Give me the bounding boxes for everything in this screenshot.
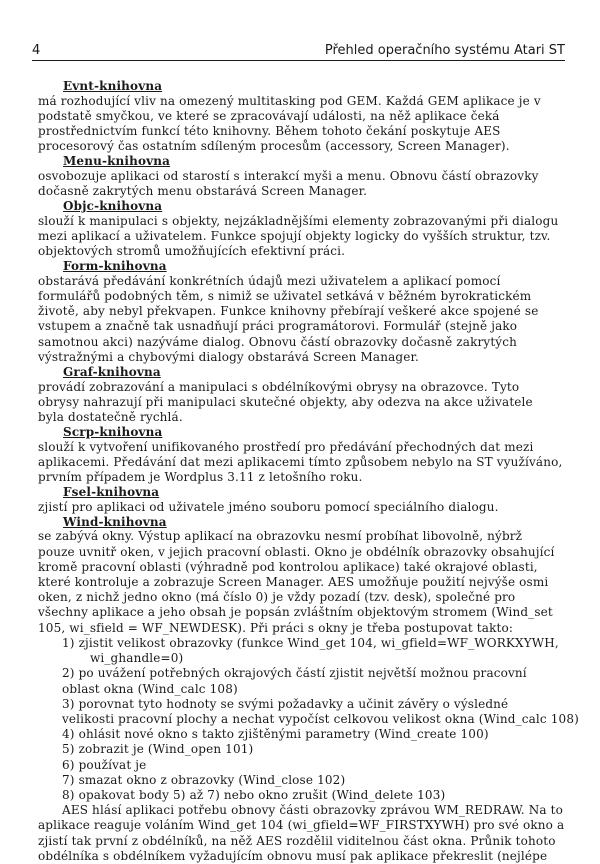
section-objc-knihovna <box>38 199 565 259</box>
text-line: aplikace reaguje voláním Wind_get 104 (wi_gfield=WF_FIRSTXYWH) pro své okno a <box>38 818 565 833</box>
section-wind-knihovna <box>38 514 579 864</box>
text-line: slouží k manipulaci s objekty, nejzákladnějšími elementy zobrazovanými při dialogu <box>38 213 559 228</box>
text-line: obstarává předávání konkrétních údajů mezi uživatelem a aplikací pomocí <box>38 273 501 288</box>
text-line: oblast okna (Wind_calc 108) <box>62 681 238 696</box>
section-graf-knihovna <box>38 365 565 425</box>
text-line: má rozhodující vliv na omezený multitasking pod GEM. Každá GEM aplikace je v <box>38 93 541 108</box>
section-form-knihovna <box>38 259 565 365</box>
text-line: 4) ohlásit nové okno s takto zjištěnými parametry (Wind_create 100) <box>62 727 489 742</box>
text-line: samotnou akci) nazýváme dialog. Obnovu částí obrazovky dočasně zakrytých <box>38 334 517 349</box>
text-line: provádí zobrazování a manipulaci s obdélníkovými obrysy na obrazovce. Tyto <box>38 379 520 394</box>
section-heading: Fsel-knihovna <box>63 485 160 500</box>
text-line: výstražnými a chybovými dialogy obstarává Screen Manager. <box>38 349 419 364</box>
text-line: 1) zjistit velikost obrazovky (funkce Wind_get 104, wi_gfield=WF_WORKXYWH, <box>62 635 559 650</box>
section-menu-knihovna <box>38 154 565 199</box>
text-line: byla dostatečně rychlá. <box>38 409 183 424</box>
section-heading: Objc-knihovna <box>63 199 163 214</box>
text-line: pouze uvnitř oken, v jejich pracovní oblasti. Okno je obdélník obrazovky obsahující <box>38 544 555 559</box>
text-line: prostřednictvím funkcí této knihovny. Během tohoto čekání poskytuje AES <box>38 123 501 138</box>
section-heading: Graf-knihovna <box>63 365 161 380</box>
text-line: životě, aby nebyl překvapen. Funkce knihovny přebírají veškeré akce spojené se <box>38 304 539 319</box>
text-line: zjistí pro aplikaci od uživatele jméno souboru pomocí speciálního dialogu. <box>38 499 499 514</box>
text-line: které kontroluje a zobrazuje Screen Manager. AES umožňuje použití nejvýše osmi <box>38 575 549 590</box>
text-line: wi_ghandle=0) <box>90 651 184 666</box>
section-heading: Wind-knihovna <box>63 514 167 529</box>
section-fsel-knihovna <box>38 485 565 515</box>
text-line: obrysy nahrazují při manipulaci skutečné objekty, aby odezva na akce uživatele <box>38 394 533 409</box>
text-line: objektových stromů umožňujících efektivní práci. <box>38 244 346 259</box>
text-line: 6) používat je <box>62 757 147 772</box>
section-heading: Evnt-knihovna <box>63 79 163 93</box>
text-line: formulářů podobných těm, s nimiž se uživatel setkává v běžném byrokratickém <box>38 289 532 304</box>
text-line: kromě pracovní oblasti (výhradně pod kontrolou aplikace) také okrajové oblasti, <box>38 559 538 574</box>
text-line: slouží k vytvoření unifikovaného prostředí pro předávání přechodných dat mezi <box>38 439 534 454</box>
text-line: 3) porovnat tyto hodnoty se svými požadavky a učinit závěry o výsledné <box>62 696 509 711</box>
section-scrp-knihovna <box>38 425 565 485</box>
text-line: se zabývá okny. Výstup aplikací na obrazovku nesmí probíhat libovolně, nýbrž <box>38 529 523 544</box>
text-line: procesorový čas ostatním sdíleným procesům (accessory, Screen Manager). <box>38 139 510 154</box>
section-evnt-knihovna <box>38 79 565 154</box>
text-line: oken, z nichž jedno okno (má číslo 0) je vždy pozadí (tzv. desk), společné pro <box>38 590 516 605</box>
text-line: vstupem a značně tak usnadňují práci programátorovi. Formulář (stejně jako <box>38 319 518 334</box>
text-line: AES hlásí aplikaci potřebu obnovy části obrazovky zprávou WM_REDRAW. Na to <box>62 803 563 818</box>
text-line: všechny aplikace a jeho obsah je popsán zvláštním objektovým stromem (Wind_set <box>38 605 553 620</box>
running-title: Přehled operačního systému Atari ST <box>324 43 565 58</box>
text-line: 7) smazat okno z obrazovky (Wind_close 102) <box>62 772 346 787</box>
page-number: 4 <box>32 43 41 58</box>
text-line: 105, wi_sfield = WF_NEWDESK). Při práci s okny je třeba postupovat takto: <box>38 620 514 635</box>
text-line: mezi aplikací a uživatelem. Funkce spojují objekty logicky do vyšších struktur, tzv. <box>38 228 551 243</box>
text-line: obdélníka s obdélníkem vyžadujícím obnovu musí pak aplikace překreslit (nejlépe <box>38 848 548 863</box>
text-line: aplikacemi. Předávání dat mezi aplikacemi tímto způsobem nebylo na ST využíváno, <box>38 454 563 469</box>
text-line: 8) opakovat body 5) až 7) nebo okno zrušit (Wind_delete 103) <box>62 787 446 802</box>
text-line: zjistí tak první z obdélníků, na něž AES rozdělil viditelnou část okna. Průnik tohoto <box>38 833 556 848</box>
text-line: dočasně zakrytých menu obstarává Screen Manager. <box>38 184 368 199</box>
page-header <box>32 40 565 61</box>
section-heading: Scrp-knihovna <box>63 425 163 440</box>
text-line: osvobozuje aplikaci od starostí s interakcí myši a menu. Obnovu částí obrazovky <box>38 168 539 183</box>
text-line: 5) zobrazit je (Wind_open 101) <box>62 742 254 757</box>
text-line: podstatě smyčkou, ve které se zpracovávají události, na něž aplikace čeká <box>38 108 500 123</box>
document-body <box>38 79 579 864</box>
section-heading: Form-knihovna <box>63 259 167 274</box>
text-line: 2) po uvážení potřebných okrajových částí zjistit největší možnou pracovní <box>62 666 527 681</box>
text-line: velikosti pracovní plochy a nechat vypočíst celkovou velikost okna (Wind_calc 108) <box>62 711 579 726</box>
text-line: prvním případem je Wordplus 3.11 z letošního roku. <box>38 470 363 485</box>
section-heading: Menu-knihovna <box>63 154 171 169</box>
